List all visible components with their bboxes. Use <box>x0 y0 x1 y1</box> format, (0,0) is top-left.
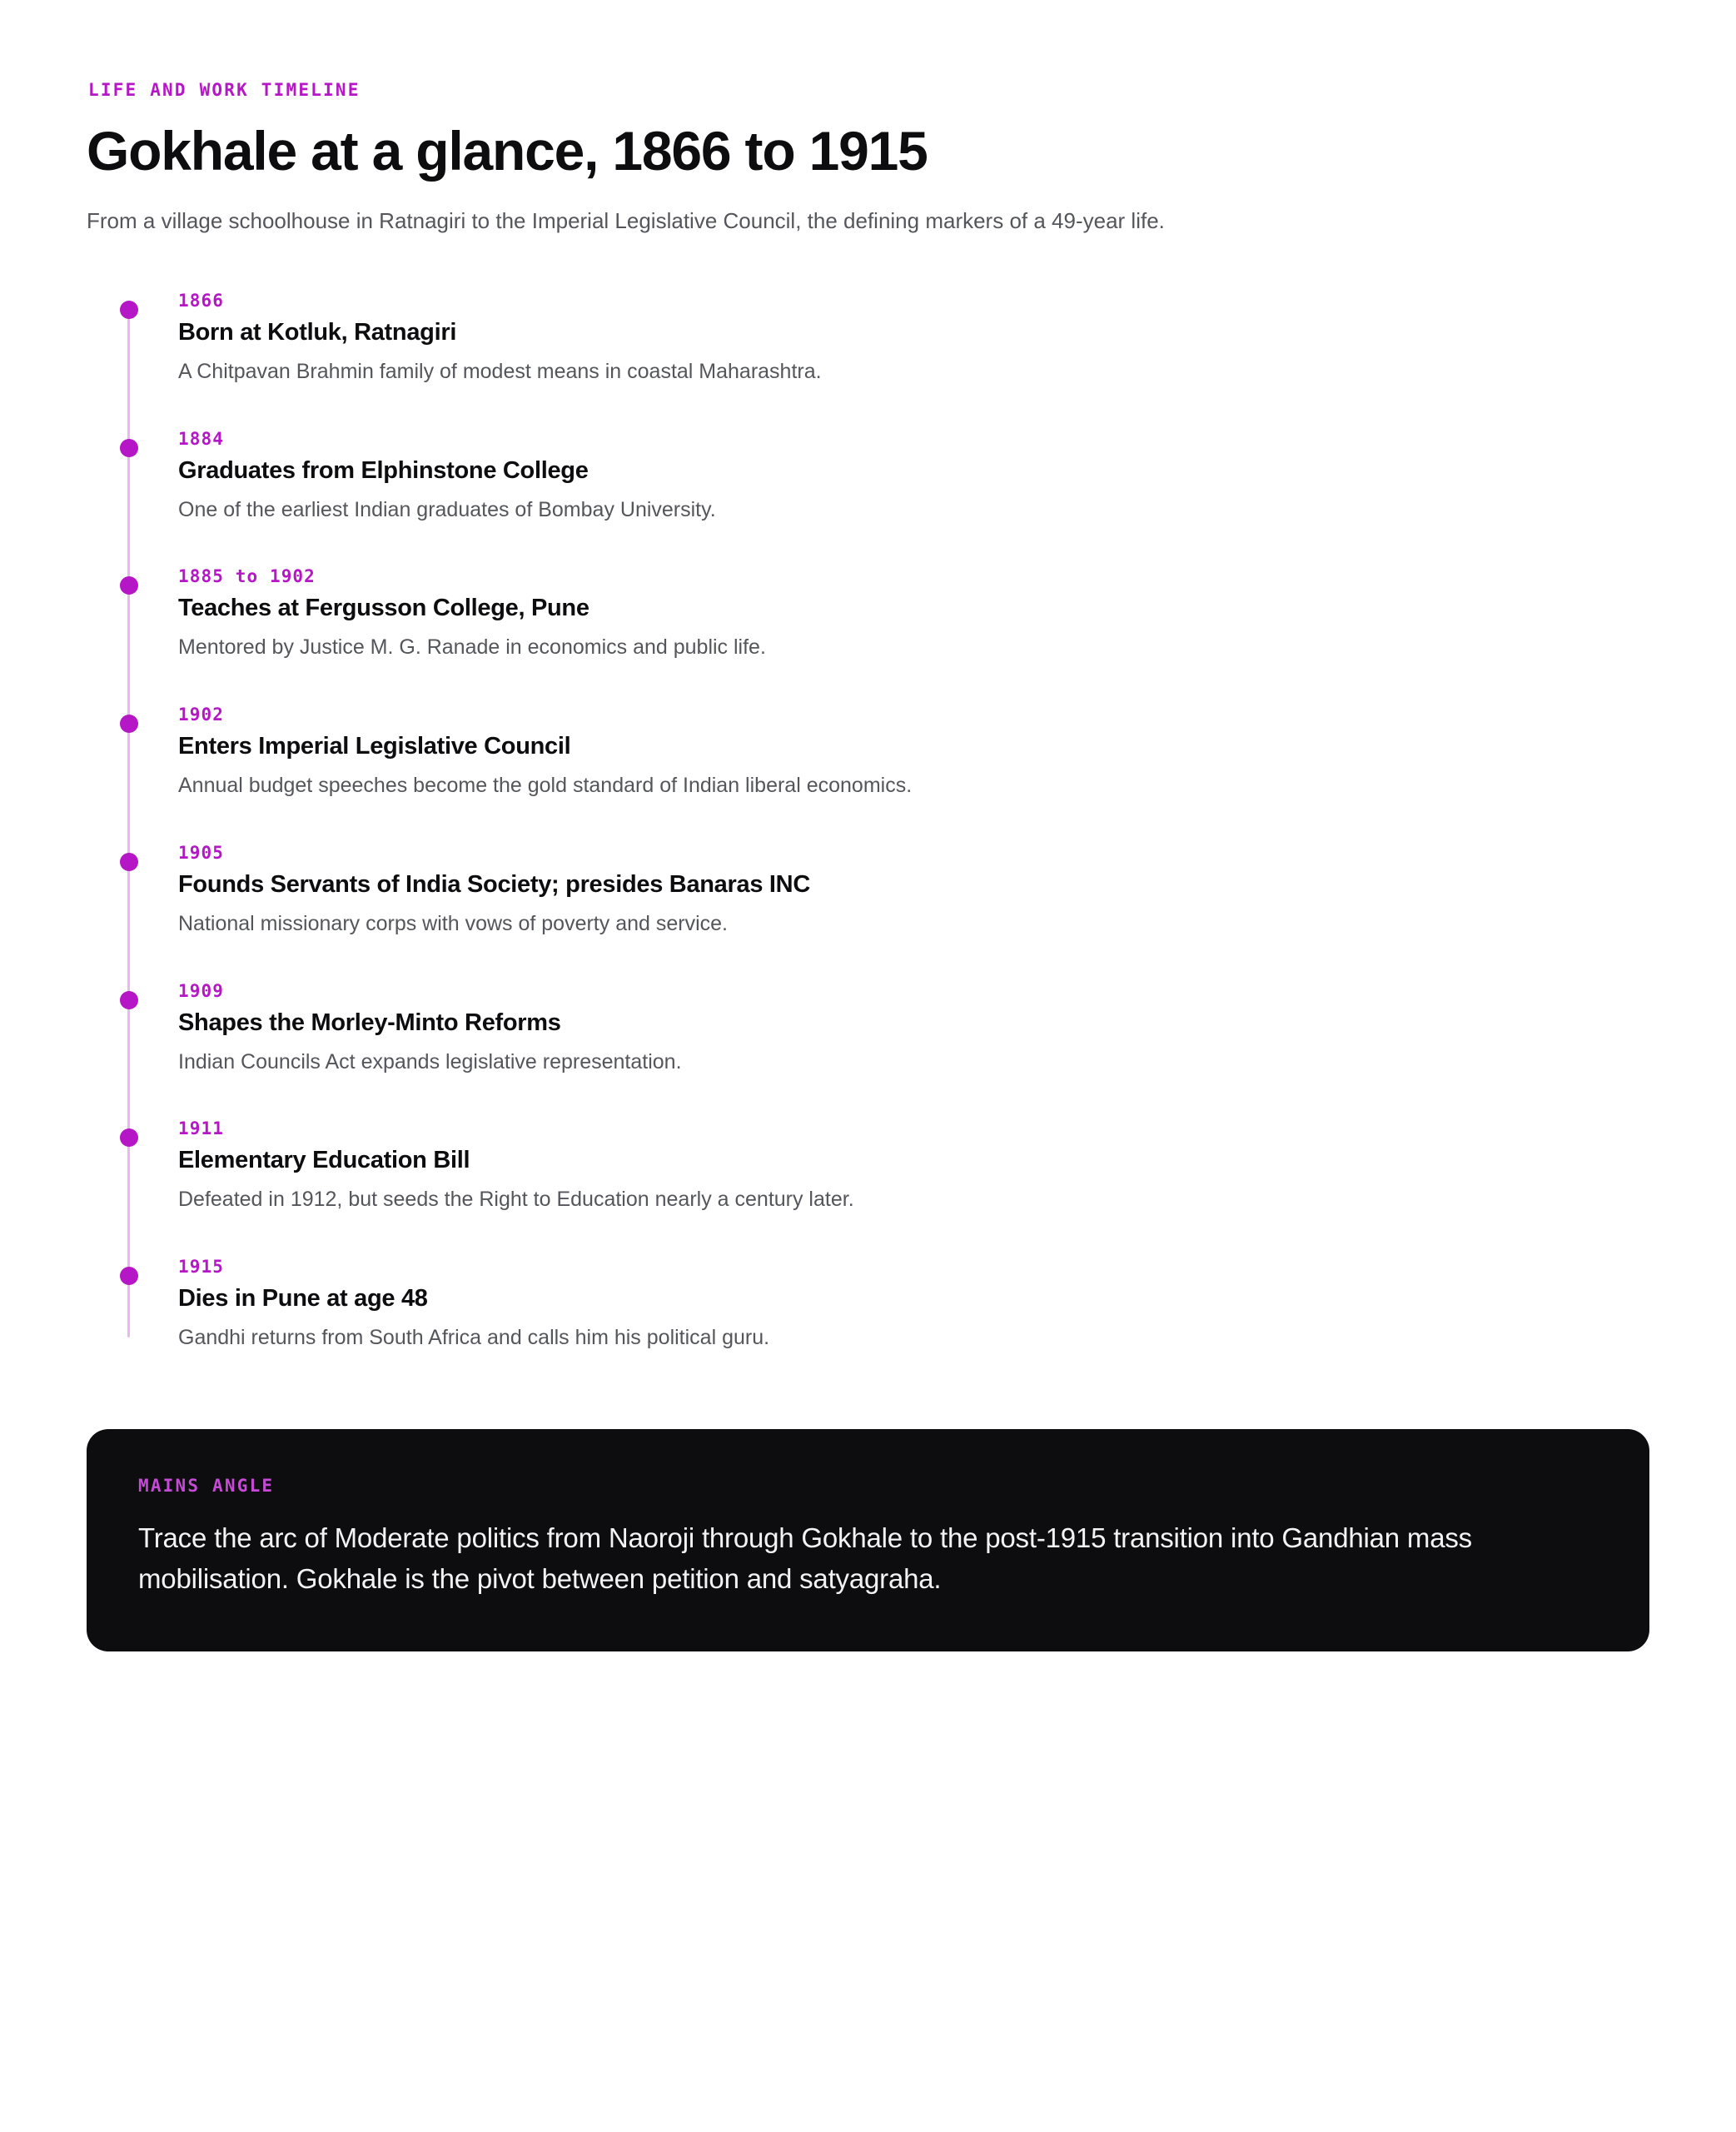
timeline-dot-icon <box>120 576 138 595</box>
timeline-entry <box>117 1118 1649 1214</box>
timeline-description: Gandhi returns from South Africa and calls him his political guru. <box>178 1326 770 1350</box>
timeline-description: One of the earliest Indian graduates of Bombay University. <box>178 497 716 521</box>
timeline-description: A Chitpavan Brahmin family of modest means in coastal Maharashtra. <box>178 359 822 383</box>
timeline-heading: Teaches at Fergusson College, Pune <box>178 595 589 622</box>
timeline-description: National missionary corps with vows of poverty and service. <box>178 911 728 935</box>
timeline-entry <box>117 705 1649 800</box>
timeline-entry <box>117 843 1649 939</box>
timeline-description: Defeated in 1912, but seeds the Right to Education nearly a century later. <box>178 1188 854 1212</box>
callout-label: MAINS ANGLE <box>138 1475 275 1496</box>
timeline <box>117 291 1649 1352</box>
timeline-dot-icon <box>120 1267 138 1285</box>
timeline-description: Indian Councils Act expands legislative representation. <box>178 1049 682 1073</box>
timeline-entry <box>117 291 1649 386</box>
eyebrow-label: LIFE AND WORK TIMELINE <box>88 80 361 100</box>
timeline-year: 1911 <box>178 1118 224 1139</box>
timeline-year: 1866 <box>178 290 224 311</box>
timeline-dot-icon <box>120 301 138 319</box>
mains-angle-callout <box>87 1429 1649 1651</box>
timeline-entry <box>117 429 1649 525</box>
timeline-dot-icon <box>120 715 138 733</box>
timeline-year: 1909 <box>178 980 224 1001</box>
timeline-heading: Enters Imperial Legislative Council <box>178 733 571 760</box>
page-header <box>87 80 1649 237</box>
timeline-year: 1905 <box>178 842 224 863</box>
timeline-description: Mentored by Justice M. G. Ranade in economics and public life. <box>178 635 766 660</box>
timeline-heading: Graduates from Elphinstone College <box>178 456 589 484</box>
timeline-heading: Dies in Pune at age 48 <box>178 1285 428 1313</box>
timeline-dot-icon <box>120 439 138 457</box>
timeline-heading: Elementary Education Bill <box>178 1147 470 1174</box>
timeline-dot-icon <box>120 991 138 1009</box>
timeline-year: 1885 to 1902 <box>178 566 316 587</box>
timeline-heading: Founds Servants of India Society; presides Banaras INC <box>178 870 810 898</box>
timeline-year: 1915 <box>178 1257 224 1278</box>
timeline-heading: Born at Kotluk, Ratnagiri <box>178 318 457 346</box>
page-title: Gokhale at a glance, 1866 to 1915 <box>87 120 928 182</box>
timeline-entry <box>117 566 1649 662</box>
timeline-dot-icon <box>120 1128 138 1147</box>
timeline-year: 1884 <box>178 428 224 449</box>
timeline-entry <box>117 981 1649 1077</box>
timeline-dot-icon <box>120 853 138 871</box>
timeline-year: 1902 <box>178 705 224 725</box>
timeline-heading: Shapes the Morley-Minto Reforms <box>178 1009 561 1036</box>
timeline-entry <box>117 1257 1649 1352</box>
page-subtitle: From a village schoolhouse in Ratnagiri to the Imperial Legislative Council, the defining markers of a 49-year life. <box>87 208 1165 234</box>
timeline-description: Annual budget speeches become the gold standard of Indian liberal economics. <box>178 774 913 798</box>
callout-text: Trace the arc of Moderate politics from Naoroji through Gokhale to the post-1915 transition into Gandhian mass mobilisation. Gokhale is the pivot between petition and satyagraha. <box>138 1522 1472 1595</box>
